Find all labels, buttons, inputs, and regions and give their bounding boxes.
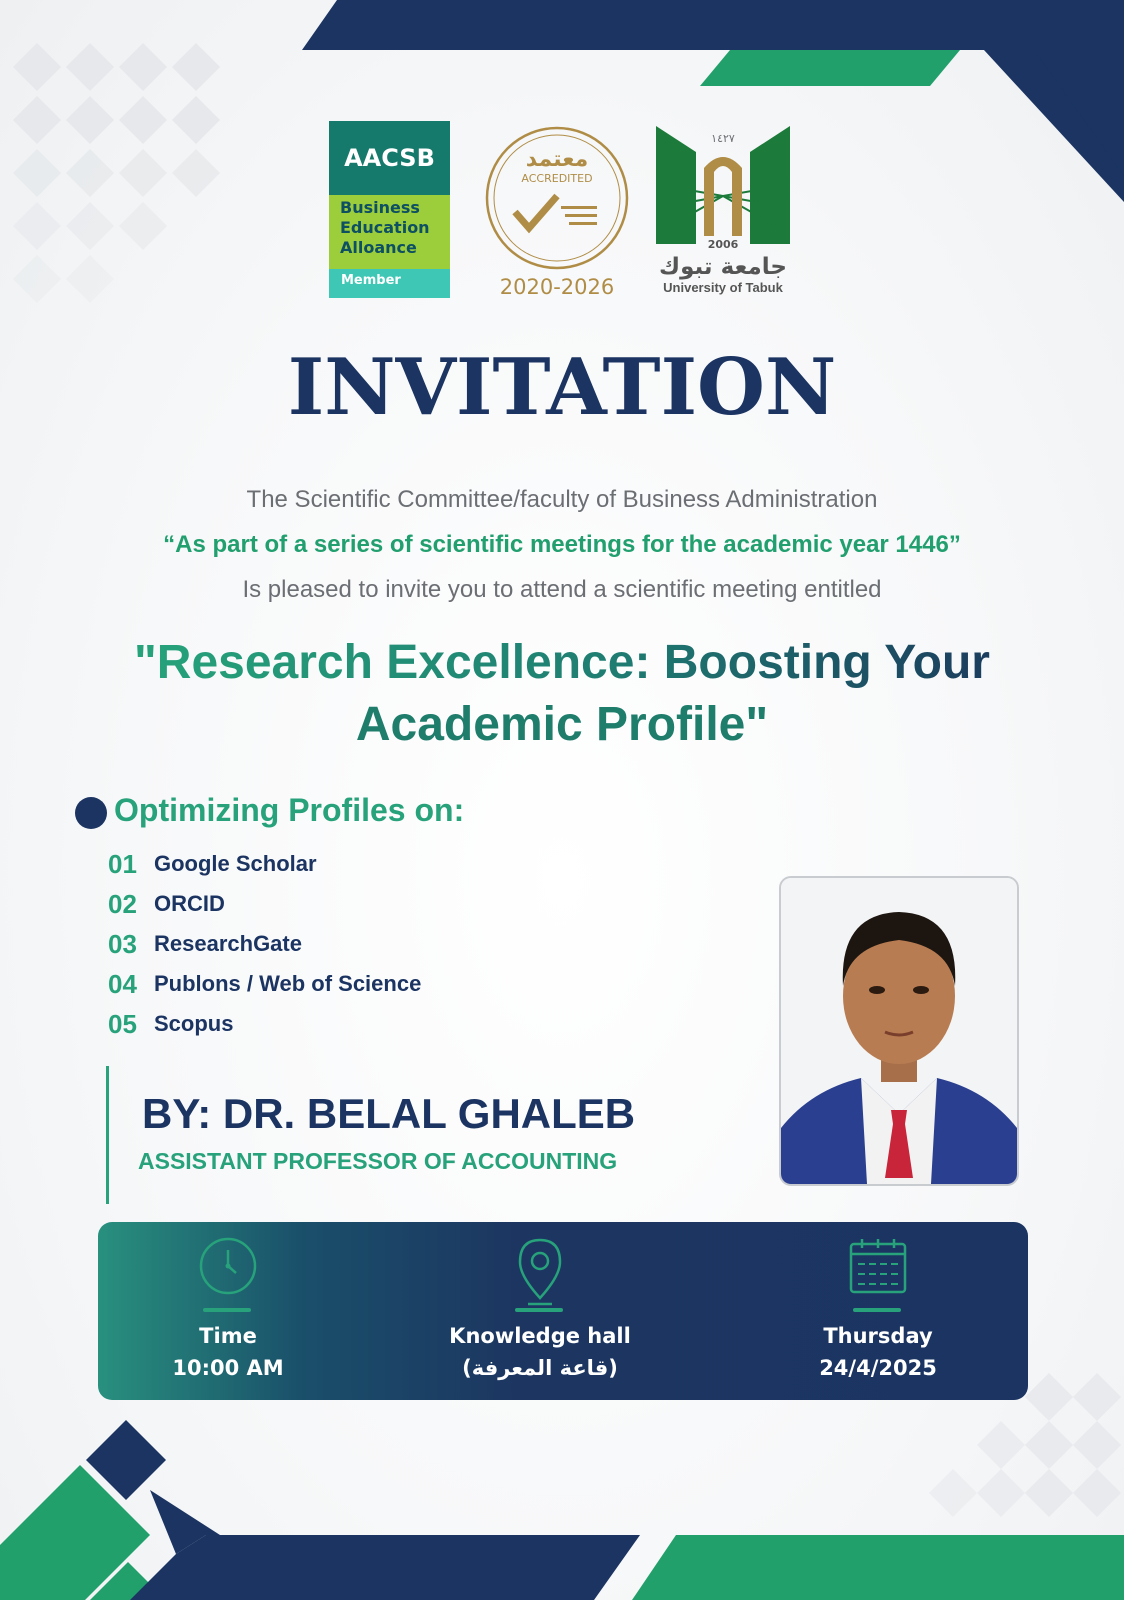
detail-divider <box>203 1308 251 1312</box>
list-item-number: 02 <box>108 888 137 919</box>
detail-location <box>410 1222 670 1400</box>
event-details-bar <box>98 1222 1028 1400</box>
list-item-label: ResearchGate <box>154 931 302 956</box>
byline-accent-bar <box>106 1066 109 1204</box>
calendar-icon <box>848 1236 908 1296</box>
list-item-number: 01 <box>108 848 137 879</box>
list-item-label: Google Scholar <box>154 851 317 876</box>
location-value: (قاعة المعرفة) <box>462 1356 618 1380</box>
aacsb-line3: Alloance <box>340 238 417 257</box>
invitation-title: INVITATION <box>287 342 837 433</box>
accreditation-seal <box>485 126 629 306</box>
date-value: 24/4/2025 <box>819 1356 937 1380</box>
speaker-name: BY: DR. BELAL GHALEB <box>142 1090 636 1137</box>
location-label: Knowledge hall <box>449 1324 631 1348</box>
profiles-list <box>108 844 421 1044</box>
list-item-number: 05 <box>108 1008 137 1039</box>
time-label: Time <box>199 1324 257 1348</box>
list-item-label: ORCID <box>154 891 225 916</box>
aacsb-line2: Education <box>340 218 430 237</box>
clock-icon <box>198 1236 258 1296</box>
detail-divider <box>853 1308 901 1312</box>
aacsb-name: AACSB <box>329 121 450 195</box>
university-logo <box>656 126 790 302</box>
intro-committee: The Scientific Committee/faculty of Business Administration <box>246 486 878 513</box>
university-hijri: ١٤٢٧ <box>711 132 735 145</box>
aacsb-tagline <box>329 195 450 269</box>
seal-english: ACCREDITED <box>521 172 593 185</box>
meeting-topic <box>0 632 1124 756</box>
list-item-number: 04 <box>108 968 137 999</box>
list-item-label: Scopus <box>154 1011 234 1036</box>
list-item <box>108 924 421 964</box>
aacsb-member-badge: Member <box>329 269 450 298</box>
location-pin-icon <box>510 1236 570 1306</box>
time-value: 10:00 AM <box>172 1356 284 1380</box>
list-item-number: 03 <box>108 928 137 959</box>
list-item <box>108 844 421 884</box>
detail-time <box>98 1222 358 1400</box>
profiles-heading: Optimizing Profiles on: <box>114 792 465 828</box>
university-arabic-name: جامعة تبوك <box>659 254 787 280</box>
list-item <box>108 1004 421 1044</box>
seal-years: 2020-2026 <box>499 275 615 299</box>
speaker-photo <box>779 876 1019 1186</box>
topic-line1: "Research Excellence: Boosting Your <box>134 632 990 694</box>
list-item-label: Publons / Web of Science <box>154 971 422 996</box>
speaker-role: ASSISTANT PROFESSOR OF ACCOUNTING <box>138 1148 618 1174</box>
intro-invite: Is pleased to invite you to attend a scientific meeting entitled <box>242 576 882 603</box>
speaker-portrait <box>781 878 1017 1184</box>
list-item <box>108 884 421 924</box>
detail-date <box>748 1222 1008 1400</box>
seal-arabic: معتمد <box>525 147 589 172</box>
aacsb-logo <box>329 121 450 298</box>
intro-series: “As part of a series of scientific meetings for the academic year 1446” <box>163 531 961 558</box>
aacsb-line1: Business <box>340 198 420 217</box>
topic-line2: Academic Profile" <box>355 698 769 751</box>
date-label: Thursday <box>823 1324 933 1348</box>
section-bullet-icon <box>75 797 107 829</box>
detail-divider <box>515 1308 563 1312</box>
university-english-name: University of Tabuk <box>663 280 783 295</box>
list-item <box>108 964 421 1004</box>
university-year: 2006 <box>707 238 739 251</box>
